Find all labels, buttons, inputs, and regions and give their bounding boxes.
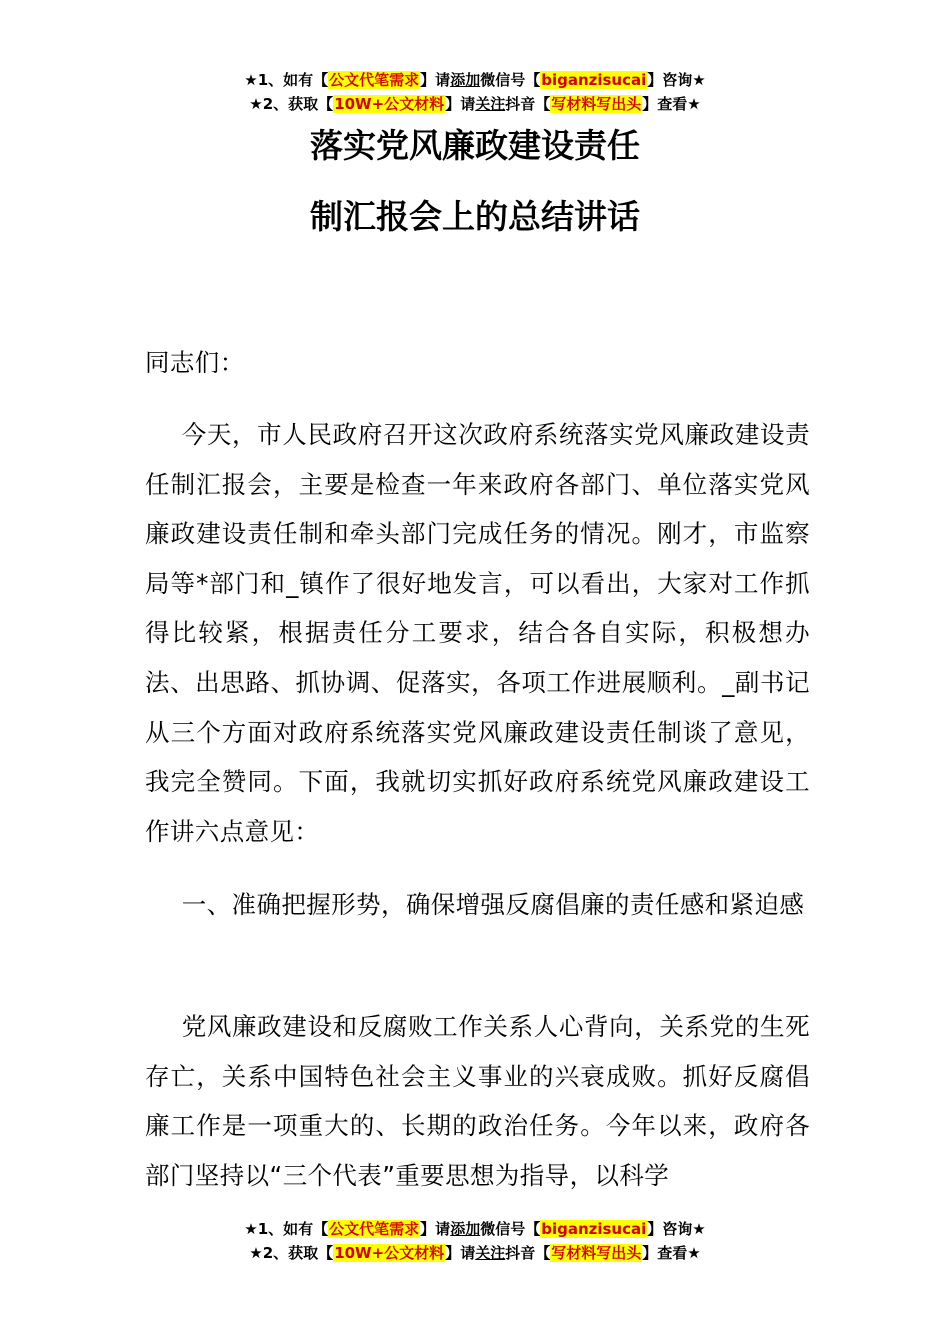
banner-highlight: 公文代笔需求 xyxy=(329,71,420,89)
salutation: 同志们： xyxy=(145,348,245,377)
banner-text: ★1、如有【 xyxy=(244,71,329,89)
banner-line-1 xyxy=(0,1217,950,1241)
footer-banner xyxy=(0,1217,950,1265)
banner-text: 】查看★ xyxy=(642,95,701,113)
banner-highlight: 写材料写出头 xyxy=(551,1244,642,1262)
section-heading-1: 一、准确把握形势，确保增强反腐倡廉的责任感和紧迫感 xyxy=(181,890,805,919)
banner-underlined-text: 关注 xyxy=(475,1244,506,1262)
banner-line-2 xyxy=(0,92,950,116)
banner-text: 】请 xyxy=(420,71,451,89)
banner-underlined-text: 关注 xyxy=(475,95,506,113)
banner-highlight: 10W+公文材料 xyxy=(334,95,445,113)
banner-text: 】咨询★ xyxy=(647,1220,706,1238)
banner-text: 微信号【 xyxy=(480,71,541,89)
banner-line-1 xyxy=(0,68,950,92)
banner-text: ★2、获取【 xyxy=(249,1244,334,1262)
banner-line-2 xyxy=(0,1241,950,1265)
banner-text: 抖音【 xyxy=(505,1244,551,1262)
banner-text: 】请 xyxy=(445,95,476,113)
banner-text: 抖音【 xyxy=(505,95,551,113)
paragraph-section-1: 党风廉政建设和反腐败工作关系人心背向，关系党的生死存亡，关系中国特色社会主义事业的兴衰成败。抓好反腐倡廉工作是一项重大的、长期的政治任务。今年以来，政府各部门坚持以“三个代表”重要思想为指导，以科学 xyxy=(145,1012,810,1190)
banner-text: 】请 xyxy=(420,1220,451,1238)
banner-text: 】查看★ xyxy=(642,1244,701,1262)
banner-underlined-text: 添加 xyxy=(450,1220,481,1238)
banner-text: 】请 xyxy=(445,1244,476,1262)
header-banner xyxy=(0,68,950,116)
banner-highlight: 公文代笔需求 xyxy=(329,1220,420,1238)
banner-text: 微信号【 xyxy=(480,1220,541,1238)
banner-highlight: biganzisucai xyxy=(541,1220,647,1238)
banner-underlined-text: 添加 xyxy=(450,71,481,89)
banner-text: 】咨询★ xyxy=(647,71,706,89)
document-title-line-2: 制汇报会上的总结讲话 xyxy=(310,197,640,236)
banner-highlight: 写材料写出头 xyxy=(551,95,642,113)
banner-text: ★1、如有【 xyxy=(244,1220,329,1238)
banner-highlight: biganzisucai xyxy=(541,71,647,89)
paragraph-opening: 今天，市人民政府召开这次政府系统落实党风廉政建设责任制汇报会，主要是检查一年来政府各部门、单位落实党风廉政建设责任制和牵头部门完成任务的情况。刚才，市监察局等*部门和_镇作了很好地发言，可以看出，大家对工作抓得比较紧，根据责任分工要求，结合各自实际，积极想办法、出思路、抓协调、促落实，各项工作进展顺利。_副书记从三个方面对政府系统落实党风廉政建设责任制谈了意见，我完全赞同。下面，我就切实抓好政府系统党风廉政建设工作讲六点意见： xyxy=(145,420,810,846)
document-title-line-1: 落实党风廉政建设责任 xyxy=(310,126,640,165)
banner-highlight: 10W+公文材料 xyxy=(334,1244,445,1262)
banner-text: ★2、获取【 xyxy=(249,95,334,113)
